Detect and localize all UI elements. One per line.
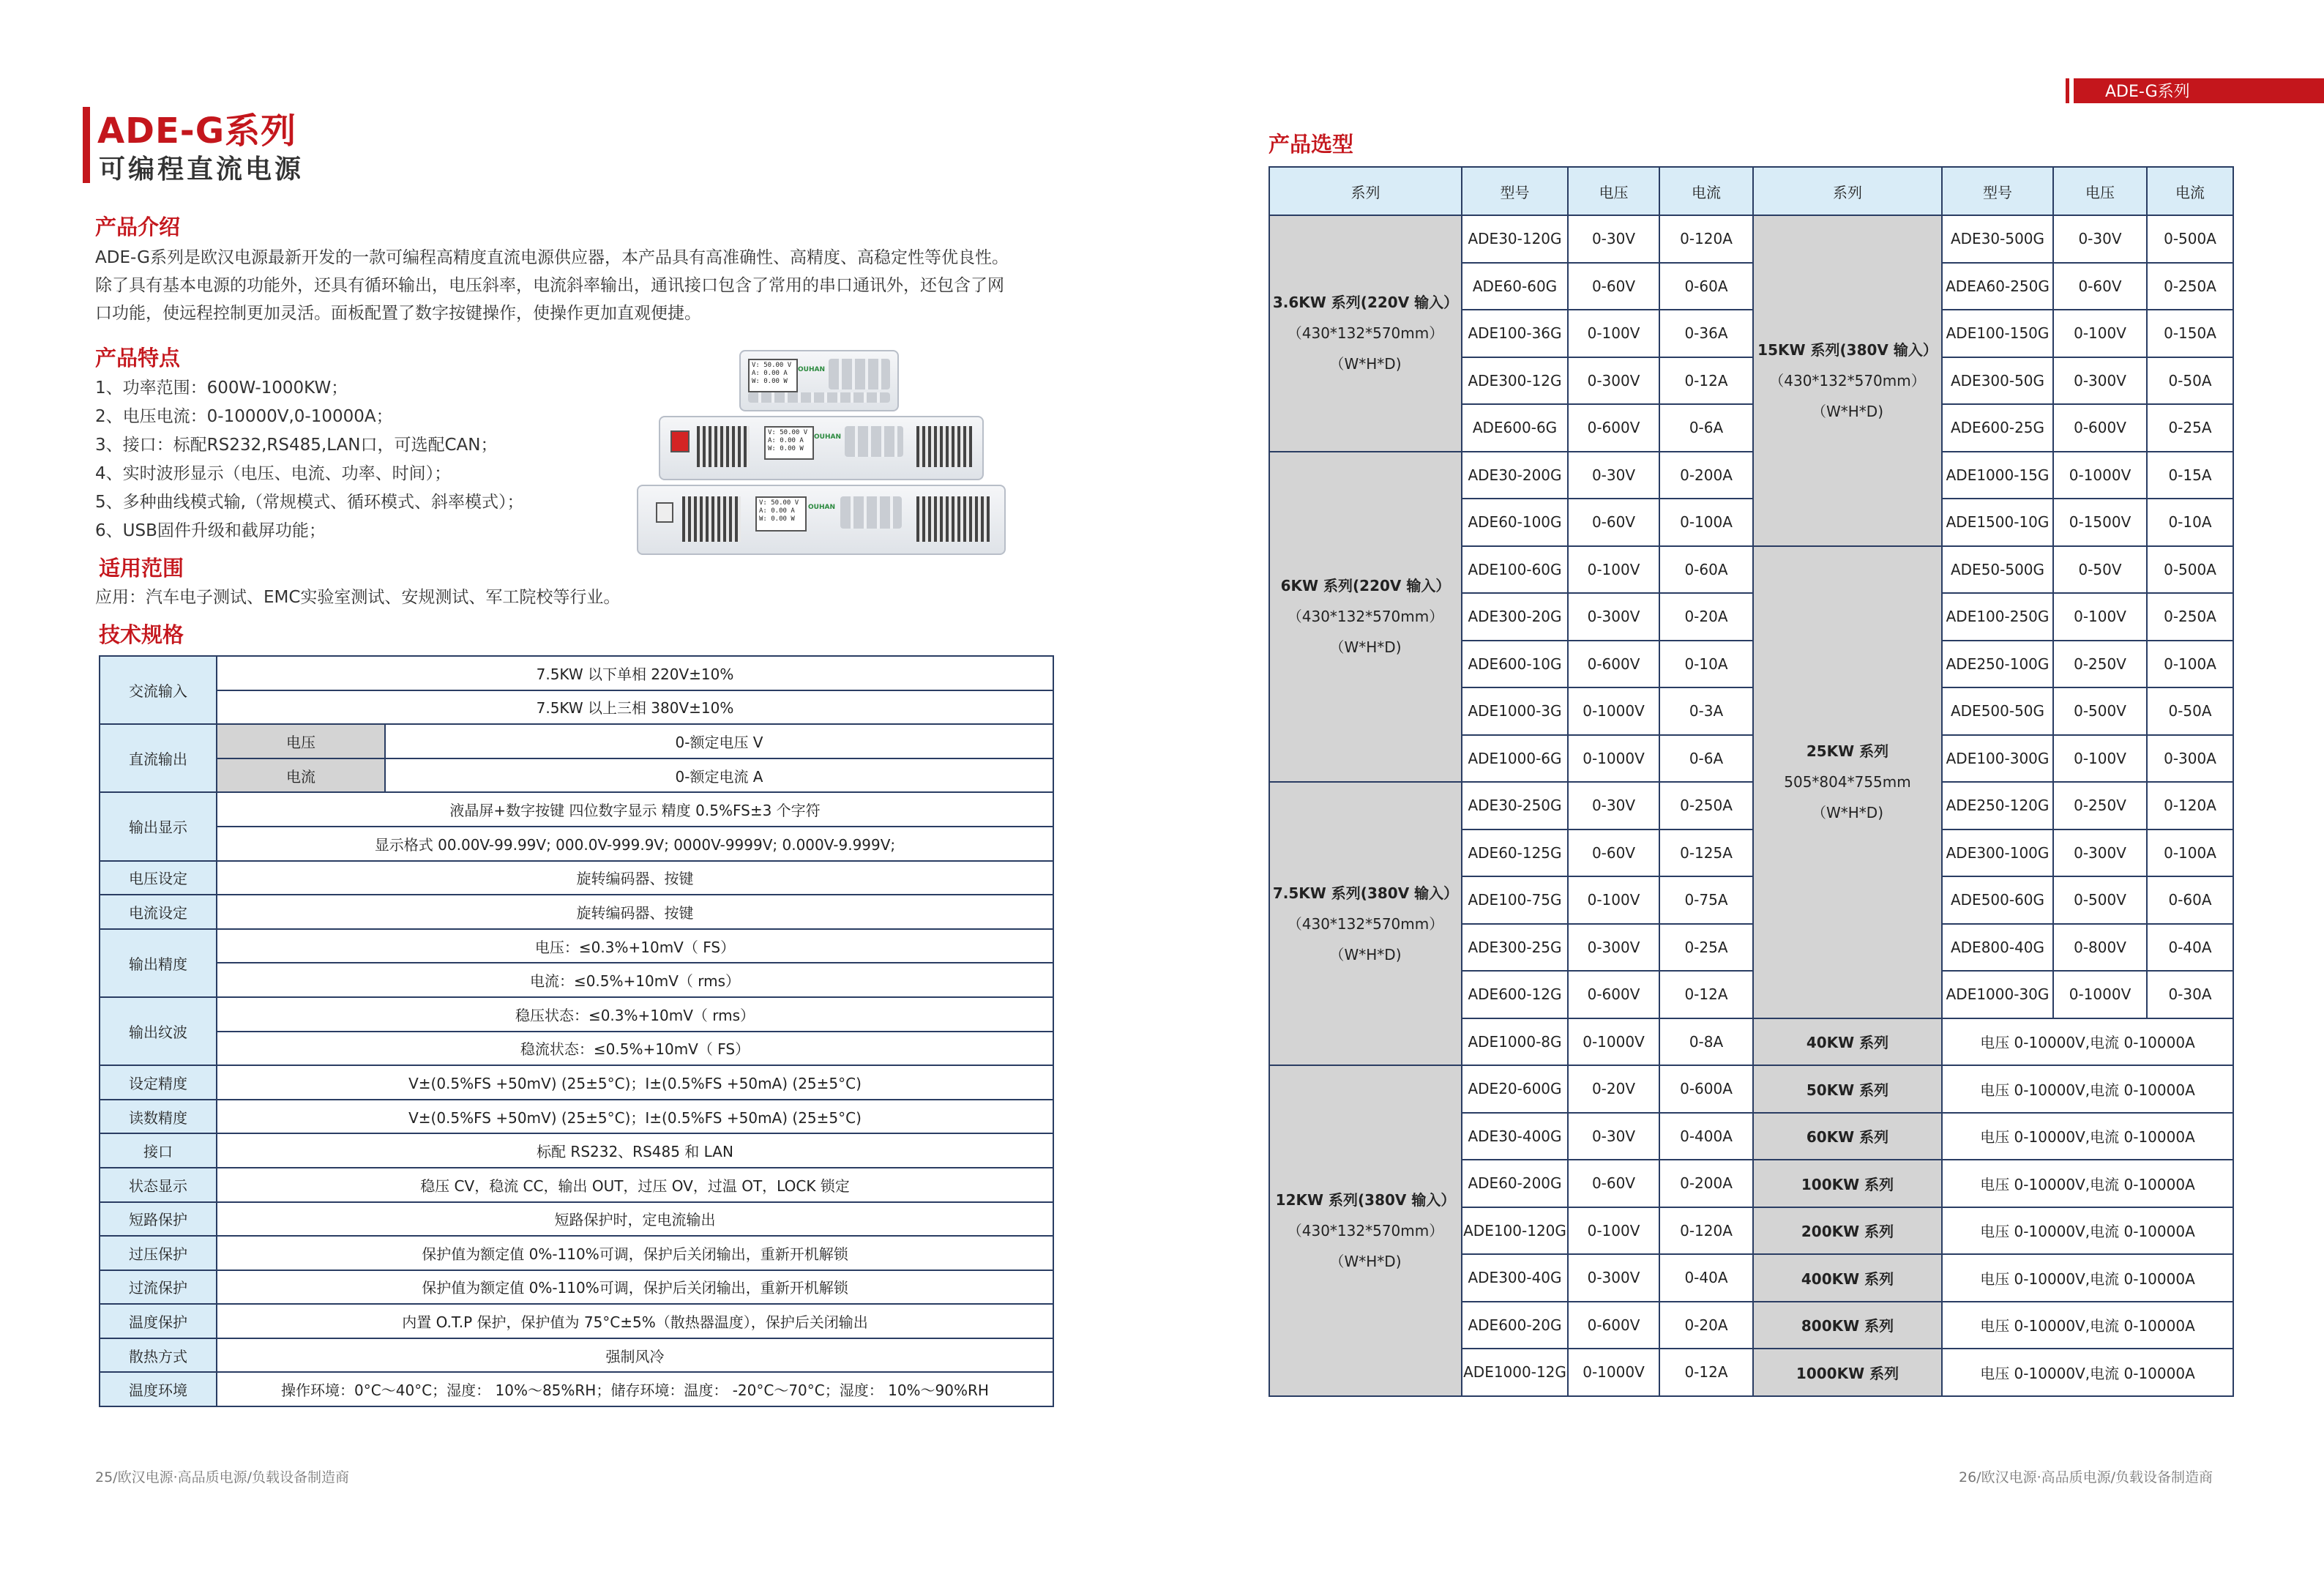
voltage-cell: 0-300V	[1568, 1254, 1659, 1302]
model-cell: ADE600-25G	[1942, 404, 2053, 452]
spec-value: 短路保护时，定电流输出	[217, 1202, 1053, 1237]
feature-item: 1、功率范围：600W-1000KW；	[95, 379, 348, 398]
model-cell: ADE60-200G	[1462, 1160, 1568, 1207]
current-cell: 0-60A	[2147, 876, 2233, 924]
power-switch-icon	[656, 502, 673, 523]
model-cell: ADE300-25G	[1462, 924, 1568, 972]
table-row	[100, 929, 1053, 963]
table-row	[100, 1100, 1053, 1134]
screen-line: A: 0.00 A	[752, 370, 788, 377]
current-cell: 0-75A	[1659, 876, 1753, 924]
title-accent-bar	[83, 107, 90, 183]
table-row	[1269, 215, 2233, 263]
model-cell: ADE300-12G	[1462, 357, 1568, 405]
model-cell: ADE100-150G	[1942, 310, 2053, 357]
spec-value: 电压：≤0.3%+10mV（ FS）	[217, 929, 1053, 963]
spec-value: 显示格式 00.00V-99.99V; 000.0V-999.9V; 0000V-9999V; 0.000V-9.999V;	[217, 827, 1053, 861]
power-switch-icon	[670, 430, 690, 452]
model-cell: ADE1500-10G	[1942, 499, 2053, 546]
model-cell: ADE30-500G	[1942, 215, 2053, 263]
spec-label: 接口	[100, 1133, 217, 1168]
current-cell: 0-36A	[1659, 310, 1753, 357]
voltage-cell: 0-600V	[1568, 971, 1659, 1018]
voltage-cell: 0-30V	[1568, 452, 1659, 499]
voltage-cell: 0-60V	[2053, 263, 2147, 310]
spec-value: 稳压 CV，稳流 CC，输出 OUT，过压 OV，过温 OT，LOCK 锁定	[217, 1168, 1053, 1202]
device-unit-large	[637, 485, 1006, 555]
table-row	[100, 1168, 1053, 1202]
screen-line: V: 50.00 V	[768, 429, 808, 436]
series-size: （430*132*570mm）	[1287, 914, 1444, 933]
column-header: 型号	[1462, 167, 1568, 215]
spec-value: V±(0.5%FS +50mV) (25±5°C)；I±(0.5%FS +50mA) (25±5°C)	[217, 1100, 1053, 1134]
device-screen	[748, 359, 798, 392]
spec-value: 0-额定电压 V	[385, 724, 1053, 758]
current-cell: 0-200A	[1659, 452, 1753, 499]
voltage-cell: 0-1000V	[1568, 687, 1659, 735]
table-row	[100, 963, 1053, 997]
column-header: 电压	[2053, 167, 2147, 215]
table-row	[1269, 452, 2233, 499]
voltage-cell: 0-60V	[1568, 499, 1659, 546]
screen-line: V: 50.00 V	[759, 499, 799, 507]
column-header: 系列	[1753, 167, 1942, 215]
intro-line: 口功能，使远程控制更加灵活。面板配置了数字按键操作，使操作更加直观便捷。	[95, 304, 701, 323]
voltage-cell: 0-100V	[1568, 310, 1659, 357]
big-series-range: 电压 0-10000V,电流 0-10000A	[1942, 1018, 2233, 1066]
model-cell: ADE1000-30G	[1942, 971, 2053, 1018]
series-dims: （W*H*D)	[1329, 638, 1402, 657]
model-cell: ADE100-120G	[1462, 1207, 1568, 1255]
spec-value: 内置 O.T.P 保护，保护值为 75°C±5%（散热器温度），保护后关闭输出	[217, 1304, 1053, 1338]
spec-label: 输出精度	[100, 929, 217, 997]
spec-label: 电流设定	[100, 895, 217, 929]
scope-heading: 适用范围	[99, 556, 184, 581]
spec-value: 标配 RS232、RS485 和 LAN	[217, 1133, 1053, 1168]
series-group-cell	[1269, 782, 1462, 1065]
spec-value: V±(0.5%FS +50mV) (25±5°C)；I±(0.5%FS +50mA) (25±5°C)	[217, 1065, 1053, 1100]
model-cell: ADE300-50G	[1942, 357, 2053, 405]
voltage-cell: 0-1000V	[2053, 971, 2147, 1018]
voltage-cell: 0-600V	[1568, 404, 1659, 452]
big-series-name: 50KW 系列	[1753, 1065, 1942, 1113]
column-header: 电流	[2147, 167, 2233, 215]
table-row	[100, 1338, 1053, 1373]
current-cell: 0-3A	[1659, 687, 1753, 735]
voltage-cell: 0-100V	[1568, 546, 1659, 594]
series-tag-accent	[2066, 78, 2069, 103]
current-cell: 0-30A	[2147, 971, 2233, 1018]
current-cell: 0-15A	[2147, 452, 2233, 499]
screen-line: W: 0.00 W	[759, 515, 795, 523]
button-row	[748, 392, 890, 403]
spec-value: 保护值为额定值 0%-110%可调，保护后关闭输出，重新开机解锁	[217, 1236, 1053, 1270]
model-cell: ADE100-60G	[1462, 546, 1568, 594]
series-size: （430*132*570mm）	[1287, 1221, 1444, 1239]
screen-line: W: 0.00 W	[768, 445, 804, 452]
model-cell: ADE30-400G	[1462, 1113, 1568, 1160]
series-size: 505*804*755mm	[1784, 773, 1911, 791]
spec-value: 操作环境：0°C～40°C；湿度： 10%～85%RH；储存环境：温度： -20°C～70°C；湿度： 10%～90%RH	[217, 1372, 1053, 1406]
current-cell: 0-12A	[1659, 1349, 1753, 1396]
table-header-row	[1269, 167, 2233, 215]
column-header: 电流	[1659, 167, 1753, 215]
model-cell: ADE20-600G	[1462, 1065, 1568, 1113]
spec-label: 过流保护	[100, 1270, 217, 1305]
voltage-cell: 0-60V	[1568, 1160, 1659, 1207]
selection-heading: 产品选型	[1269, 132, 1354, 157]
footer-right: 26/欧汉电源·高品质电源/负载设备制造商	[1959, 1469, 2213, 1485]
spec-value: 强制风冷	[217, 1338, 1053, 1373]
footer-left: 25/欧汉电源·高品质电源/负载设备制造商	[95, 1469, 350, 1485]
model-cell: ADE100-36G	[1462, 310, 1568, 357]
voltage-cell: 0-30V	[1568, 1113, 1659, 1160]
vent-grille	[916, 426, 972, 467]
model-cell: ADE1000-8G	[1462, 1018, 1568, 1066]
big-series-name: 60KW 系列	[1753, 1113, 1942, 1160]
column-header: 型号	[1942, 167, 2053, 215]
table-row	[1269, 782, 2233, 829]
table-row	[100, 997, 1053, 1032]
intro-heading: 产品介绍	[95, 215, 181, 239]
voltage-cell: 0-300V	[1568, 924, 1659, 972]
spec-value: 0-额定电流 A	[385, 758, 1053, 793]
big-series-range: 电压 0-10000V,电流 0-10000A	[1942, 1349, 2233, 1396]
voltage-cell: 0-250V	[2053, 782, 2147, 829]
spec-heading: 技术规格	[99, 622, 184, 647]
big-series-name: 200KW 系列	[1753, 1207, 1942, 1255]
voltage-cell: 0-100V	[2053, 735, 2147, 783]
voltage-cell: 0-100V	[1568, 1207, 1659, 1255]
model-cell: ADE250-100G	[1942, 641, 2053, 688]
series-size: （430*132*570mm）	[1769, 371, 1926, 389]
model-cell: ADE100-250G	[1942, 593, 2053, 641]
screen-line: V: 50.00 V	[752, 362, 792, 369]
table-row	[1269, 1065, 2233, 1113]
series-dims: （W*H*D)	[1329, 355, 1402, 373]
voltage-cell: 0-30V	[1568, 782, 1659, 829]
voltage-cell: 0-60V	[1568, 263, 1659, 310]
model-cell: ADE600-10G	[1462, 641, 1568, 688]
voltage-cell: 0-500V	[2053, 687, 2147, 735]
model-cell: ADE60-125G	[1462, 829, 1568, 877]
spec-label: 输出显示	[100, 792, 217, 860]
brand-logo: OUHAN	[814, 433, 841, 441]
current-cell: 0-6A	[1659, 404, 1753, 452]
spec-value: 电流：≤0.5%+10mV（ rms）	[217, 963, 1053, 997]
current-cell: 0-500A	[2147, 546, 2233, 594]
spec-label: 直流输出	[100, 724, 217, 792]
model-cell: ADE600-12G	[1462, 971, 1568, 1018]
big-series-name: 1000KW 系列	[1753, 1349, 1942, 1396]
intro-line: ADE-G系列是欧汉电源最新开发的一款可编程高精度直流电源供应器，本产品具有高准确性、高精度、高稳定性等优良性。	[95, 248, 1009, 267]
table-row	[100, 724, 1053, 758]
current-cell: 0-25A	[1659, 924, 1753, 972]
current-cell: 0-12A	[1659, 357, 1753, 405]
current-cell: 0-300A	[2147, 735, 2233, 783]
series-size: （430*132*570mm）	[1287, 608, 1444, 626]
voltage-cell: 0-30V	[1568, 215, 1659, 263]
table-row	[100, 827, 1053, 861]
big-series-range: 电压 0-10000V,电流 0-10000A	[1942, 1302, 2233, 1349]
spec-sublabel: 电压	[217, 724, 385, 758]
model-cell: ADE300-20G	[1462, 593, 1568, 641]
current-cell: 0-120A	[1659, 1207, 1753, 1255]
model-cell: ADE60-100G	[1462, 499, 1568, 546]
screen-line: W: 0.00 W	[752, 378, 788, 385]
model-cell: ADE30-250G	[1462, 782, 1568, 829]
current-cell: 0-60A	[1659, 546, 1753, 594]
voltage-cell: 0-300V	[1568, 593, 1659, 641]
series-name: 25KW 系列	[1806, 742, 1889, 760]
scope-text: 应用：汽车电子测试、EMC实验室测试、安规测试、军工院校等行业。	[95, 588, 621, 607]
current-cell: 0-8A	[1659, 1018, 1753, 1066]
big-series-range: 电压 0-10000V,电流 0-10000A	[1942, 1254, 2233, 1302]
model-cell: ADE100-75G	[1462, 876, 1568, 924]
voltage-cell: 0-30V	[2053, 215, 2147, 263]
big-series-range: 电压 0-10000V,电流 0-10000A	[1942, 1207, 2233, 1255]
voltage-cell: 0-60V	[1568, 829, 1659, 877]
series-group-cell	[1269, 1065, 1462, 1396]
device-unit-medium	[659, 416, 984, 480]
model-cell: ADE250-120G	[1942, 782, 2053, 829]
voltage-cell: 0-100V	[1568, 876, 1659, 924]
series-name: 15KW 系列(380V 输入）	[1757, 340, 1938, 359]
voltage-cell: 0-300V	[1568, 357, 1659, 405]
voltage-cell: 0-20V	[1568, 1065, 1659, 1113]
intro-text	[95, 244, 1069, 327]
voltage-cell: 0-1500V	[2053, 499, 2147, 546]
voltage-cell: 0-600V	[2053, 404, 2147, 452]
voltage-cell: 0-1000V	[1568, 1349, 1659, 1396]
model-cell: ADE1000-6G	[1462, 735, 1568, 783]
model-cell: ADE1000-12G	[1462, 1349, 1568, 1396]
voltage-cell: 0-1000V	[1568, 1018, 1659, 1066]
voltage-cell: 0-600V	[1568, 641, 1659, 688]
current-cell: 0-25A	[2147, 404, 2233, 452]
device-screen	[764, 426, 814, 460]
current-cell: 0-250A	[1659, 782, 1753, 829]
current-cell: 0-100A	[2147, 641, 2233, 688]
keypad	[845, 426, 903, 457]
table-row	[100, 792, 1053, 827]
current-cell: 0-250A	[2147, 263, 2233, 310]
voltage-cell: 0-1000V	[2053, 452, 2147, 499]
spec-value: 7.5KW 以下单相 220V±10%	[217, 656, 1053, 690]
table-row	[100, 1065, 1053, 1100]
current-cell: 0-125A	[1659, 829, 1753, 877]
model-cell: ADE500-50G	[1942, 687, 2053, 735]
spec-label: 输出纹波	[100, 997, 217, 1065]
model-cell: ADE600-20G	[1462, 1302, 1568, 1349]
screen-line: A: 0.00 A	[759, 507, 795, 515]
table-row	[100, 1372, 1053, 1406]
voltage-cell: 0-250V	[2053, 641, 2147, 688]
table-row	[100, 1133, 1053, 1168]
voltage-cell: 0-600V	[1568, 1302, 1659, 1349]
voltage-cell: 0-100V	[2053, 310, 2147, 357]
model-cell: ADE50-500G	[1942, 546, 2053, 594]
spec-label: 短路保护	[100, 1202, 217, 1237]
current-cell: 0-150A	[2147, 310, 2233, 357]
current-cell: 0-600A	[1659, 1065, 1753, 1113]
product-illustration	[637, 350, 1032, 555]
model-cell: ADEA60-250G	[1942, 263, 2053, 310]
table-row	[100, 758, 1053, 793]
spec-value: 稳压状态：≤0.3%+10mV（ rms）	[217, 997, 1053, 1032]
current-cell: 0-100A	[2147, 829, 2233, 877]
current-cell: 0-250A	[2147, 593, 2233, 641]
big-series-name: 100KW 系列	[1753, 1160, 1942, 1207]
spec-label: 交流输入	[100, 656, 217, 724]
device-screen	[755, 496, 807, 532]
page-title: ADE-G系列	[97, 111, 297, 152]
spec-label: 散热方式	[100, 1338, 217, 1373]
table-row	[100, 1032, 1053, 1066]
big-series-range: 电压 0-10000V,电流 0-10000A	[1942, 1160, 2233, 1207]
voltage-cell: 0-50V	[2053, 546, 2147, 594]
column-header: 系列	[1269, 167, 1462, 215]
current-cell: 0-50A	[2147, 687, 2233, 735]
model-cell: ADE300-40G	[1462, 1254, 1568, 1302]
current-cell: 0-12A	[1659, 971, 1753, 1018]
feature-item: 5、多种曲线模式输,（常规模式、循环模式、斜率模式）；	[95, 493, 524, 512]
current-cell: 0-120A	[1659, 215, 1753, 263]
feature-item: 3、接口：标配RS232,RS485,LAN口，可选配CAN；	[95, 436, 498, 455]
features-heading: 产品特点	[95, 346, 181, 370]
model-cell: ADE300-100G	[1942, 829, 2053, 877]
series-name: 6KW 系列(220V 输入）	[1280, 577, 1451, 595]
spec-value: 旋转编码器、按键	[217, 895, 1053, 929]
table-row	[100, 656, 1053, 690]
model-cell: ADE1000-3G	[1462, 687, 1568, 735]
column-header: 电压	[1568, 167, 1659, 215]
current-cell: 0-20A	[1659, 1302, 1753, 1349]
current-cell: 0-500A	[2147, 215, 2233, 263]
current-cell: 0-40A	[1659, 1254, 1753, 1302]
table-row	[100, 1270, 1053, 1305]
model-cell: ADE1000-15G	[1942, 452, 2053, 499]
current-cell: 0-10A	[1659, 641, 1753, 688]
spec-label: 设定精度	[100, 1065, 217, 1100]
model-cell: ADE600-6G	[1462, 404, 1568, 452]
device-unit-small	[739, 350, 899, 411]
model-cell: ADE30-120G	[1462, 215, 1568, 263]
model-cell: ADE30-200G	[1462, 452, 1568, 499]
spec-value: 旋转编码器、按键	[217, 861, 1053, 895]
big-series-name: 800KW 系列	[1753, 1302, 1942, 1349]
spec-value: 保护值为额定值 0%-110%可调，保护后关闭输出，重新开机解锁	[217, 1270, 1053, 1305]
current-cell: 0-20A	[1659, 593, 1753, 641]
big-series-range: 电压 0-10000V,电流 0-10000A	[1942, 1065, 2233, 1113]
current-cell: 0-50A	[2147, 357, 2233, 405]
table-row	[100, 861, 1053, 895]
series-name: 7.5KW 系列(380V 输入）	[1272, 884, 1459, 902]
model-cell: ADE500-60G	[1942, 876, 2053, 924]
selection-table	[1269, 166, 2234, 1397]
series-dims: （W*H*D)	[1811, 804, 1884, 821]
series-name: 3.6KW 系列(220V 输入）	[1272, 294, 1459, 312]
brand-logo: OUHAN	[808, 504, 835, 511]
feature-item: 4、实时波形显示（电压、电流、功率、时间）；	[95, 464, 452, 483]
feature-item: 6、USB固件升级和截屏功能；	[95, 521, 326, 540]
spec-label: 过压保护	[100, 1236, 217, 1270]
vent-grille	[916, 496, 990, 542]
voltage-cell: 0-800V	[2053, 924, 2147, 972]
spec-label: 状态显示	[100, 1168, 217, 1202]
spec-value: 7.5KW 以上三相 380V±10%	[217, 690, 1053, 725]
series-tag-text: ADE-G系列	[2105, 83, 2190, 101]
series-dims: （W*H*D)	[1329, 1252, 1402, 1270]
model-cell: ADE60-60G	[1462, 263, 1568, 310]
series-dims: （W*H*D)	[1329, 945, 1402, 963]
current-cell: 0-10A	[2147, 499, 2233, 546]
current-cell: 0-60A	[1659, 263, 1753, 310]
vent-grille	[682, 496, 741, 542]
big-series-name: 40KW 系列	[1753, 1018, 1942, 1066]
spec-label: 温度环境	[100, 1372, 217, 1406]
keypad	[840, 496, 902, 529]
voltage-cell: 0-300V	[2053, 357, 2147, 405]
big-series-range: 电压 0-10000V,电流 0-10000A	[1942, 1113, 2233, 1160]
series-size: （430*132*570mm）	[1287, 324, 1444, 343]
spec-value: 液晶屏+数字按键 四位数字显示 精度 0.5%FS±3 个字符	[217, 792, 1053, 827]
table-row	[100, 895, 1053, 929]
series-group-cell	[1269, 215, 1462, 452]
big-series-name: 400KW 系列	[1753, 1254, 1942, 1302]
spec-table	[99, 655, 1054, 1407]
current-cell: 0-40A	[2147, 924, 2233, 972]
series-group-cell	[1753, 215, 1942, 546]
current-cell: 0-100A	[1659, 499, 1753, 546]
voltage-cell: 0-500V	[2053, 876, 2147, 924]
table-row	[100, 1202, 1053, 1237]
spec-label: 读数精度	[100, 1100, 217, 1134]
current-cell: 0-6A	[1659, 735, 1753, 783]
model-cell: ADE800-40G	[1942, 924, 2053, 972]
series-group-cell	[1269, 452, 1462, 783]
spec-label: 电压设定	[100, 861, 217, 895]
spec-value: 稳流状态：≤0.5%+10mV（ FS）	[217, 1032, 1053, 1066]
series-dims: （W*H*D)	[1811, 402, 1884, 420]
feature-item: 2、电压电流：0-10000V,0-10000A；	[95, 407, 393, 426]
keypad	[829, 359, 890, 389]
current-cell: 0-400A	[1659, 1113, 1753, 1160]
spec-label: 温度保护	[100, 1304, 217, 1338]
features-list	[95, 374, 523, 545]
series-group-cell	[1753, 546, 1942, 1018]
table-row	[100, 690, 1053, 725]
intro-line: 除了具有基本电源的功能外，还具有循环输出，电压斜率，电流斜率输出，通讯接口包含了常用的串口通讯外，还包含了网	[95, 276, 1004, 295]
voltage-cell: 0-100V	[2053, 593, 2147, 641]
voltage-cell: 0-1000V	[1568, 735, 1659, 783]
series-name: 12KW 系列(380V 输入）	[1275, 1190, 1456, 1209]
screen-line: A: 0.00 A	[768, 437, 804, 444]
spec-sublabel: 电流	[217, 758, 385, 793]
model-cell: ADE100-300G	[1942, 735, 2053, 783]
brand-logo: OUHAN	[798, 366, 825, 373]
current-cell: 0-200A	[1659, 1160, 1753, 1207]
vent-grille	[697, 426, 750, 467]
table-row	[100, 1236, 1053, 1270]
current-cell: 0-120A	[2147, 782, 2233, 829]
voltage-cell: 0-300V	[2053, 829, 2147, 877]
page-subtitle: 可编程直流电源	[99, 154, 304, 184]
table-row	[100, 1304, 1053, 1338]
